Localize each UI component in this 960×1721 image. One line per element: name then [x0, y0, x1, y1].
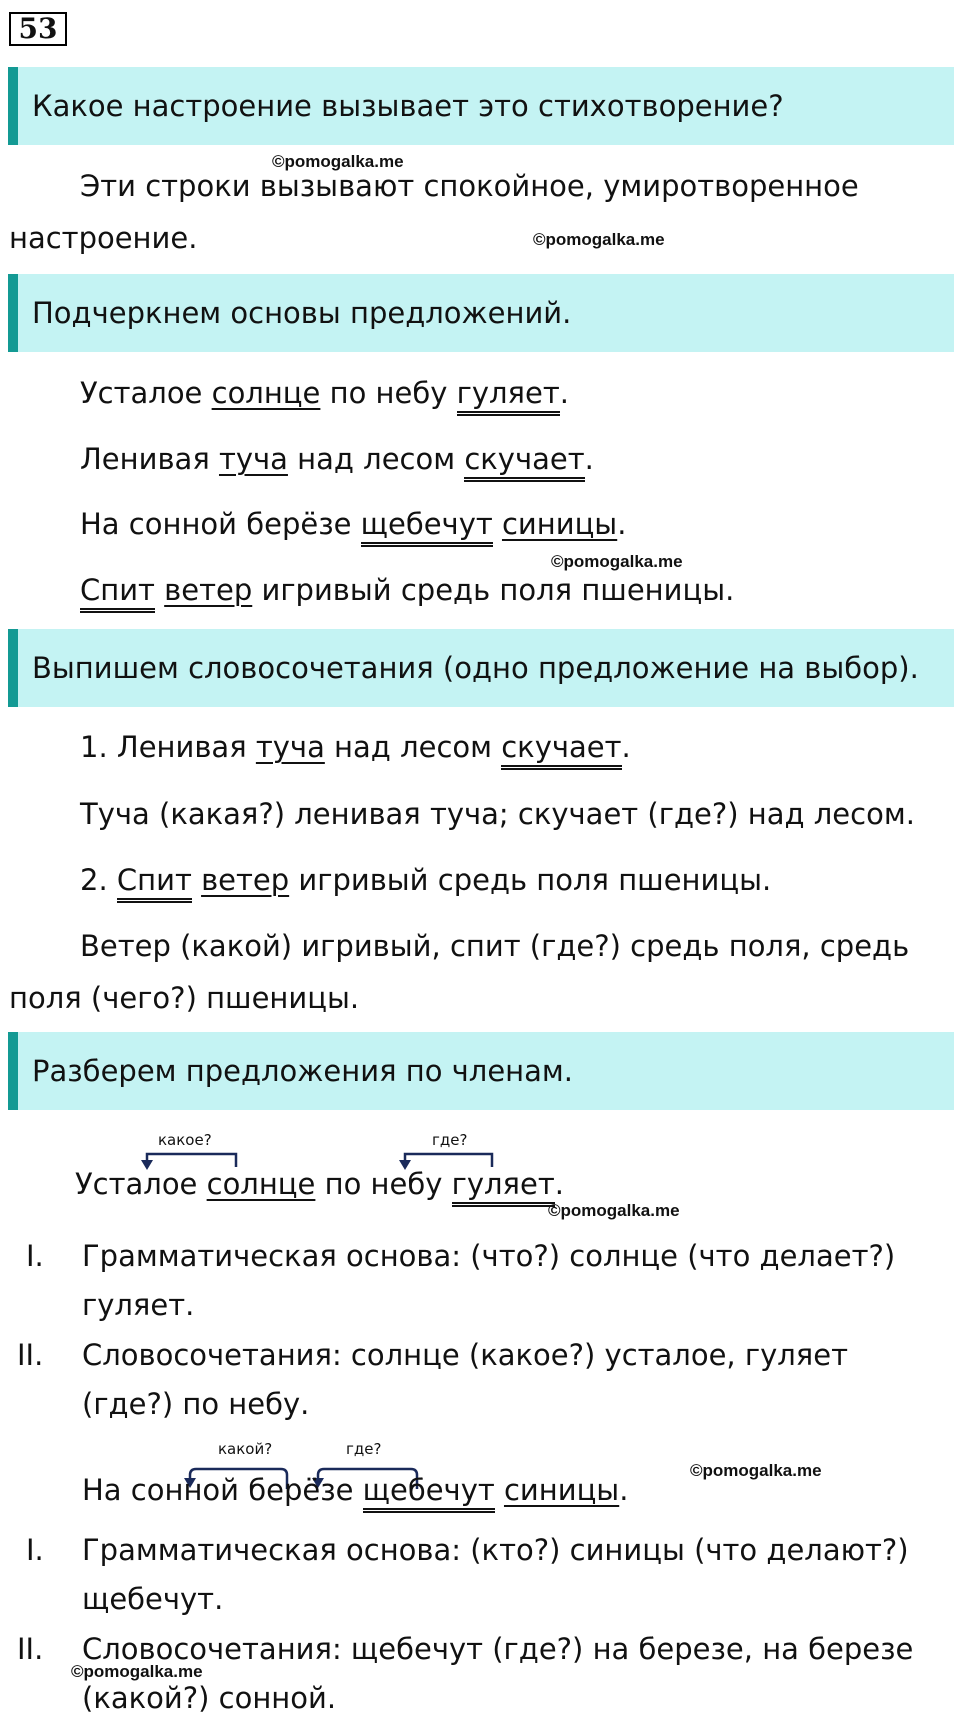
question-label: какой? — [218, 1440, 273, 1458]
text: над лесом — [287, 442, 465, 476]
question-label: где? — [346, 1440, 382, 1458]
subject: туча — [218, 442, 288, 476]
parse-line: гуляет. — [82, 1288, 195, 1322]
watermark: ©pomogalka.me — [533, 230, 665, 249]
question-label: какое? — [158, 1131, 212, 1149]
text: . — [584, 442, 594, 476]
text: над лесом — [324, 730, 502, 764]
predicate: Спит — [117, 863, 192, 903]
text: 2. — [80, 863, 117, 897]
section-heading-phrases: Выпишем словосочетания (одно предложение на выбор). — [8, 629, 954, 707]
text: . — [559, 376, 569, 410]
roman-numeral: I. — [26, 1239, 44, 1273]
predicate: Спит — [80, 573, 155, 613]
parse-line: Словосочетания: солнце (какое?) усталое, гуляет — [82, 1338, 848, 1372]
subject: туча — [255, 730, 325, 764]
watermark: ©pomogalka.me — [551, 552, 683, 571]
subject: ветер — [164, 573, 253, 607]
answer-line: Эти строки вызывают спокойное, умиротворенное — [80, 169, 859, 203]
text: 1. Ленивая — [80, 730, 256, 764]
subject: синицы — [501, 507, 618, 541]
section-heading-parsing: Разберем предложения по членам. — [8, 1032, 954, 1110]
subject: синицы — [503, 1473, 620, 1507]
text: Ленивая — [80, 442, 219, 476]
subject: ветер — [201, 863, 290, 897]
sentence — [75, 1166, 564, 1202]
exercise-number: 53 — [9, 12, 67, 46]
text: Усталое — [75, 1167, 207, 1201]
parse-line: (где?) по небу. — [82, 1387, 310, 1421]
roman-numeral: I. — [26, 1533, 44, 1567]
text: . — [617, 507, 627, 541]
parse-line: (какой?) сонной. — [82, 1681, 337, 1715]
answer-line: Ветер (какой) игривый, спит (где?) средь поля, средь — [80, 929, 910, 963]
parse-line: Грамматическая основа: (кто?) синицы (что делают?) — [82, 1533, 909, 1567]
watermark: ©pomogalka.me — [548, 1201, 680, 1220]
predicate: скучает — [464, 442, 584, 482]
text: На сонной берёзе — [82, 1473, 363, 1507]
answer-line: настроение. — [9, 221, 198, 255]
watermark: ©pomogalka.me — [690, 1461, 822, 1480]
parse-line: Словосочетания: щебечут (где?) на березе, на березе — [82, 1632, 914, 1666]
roman-numeral: II. — [17, 1632, 44, 1666]
predicate: щебечут — [361, 507, 493, 547]
sentence — [82, 1472, 628, 1508]
watermark: ©pomogalka.me — [272, 152, 404, 171]
section-heading-bases: Подчеркнем основы предложений. — [8, 274, 954, 352]
text: игривый средь поля пшеницы. — [252, 573, 735, 607]
text — [495, 1473, 504, 1507]
predicate: скучает — [501, 730, 621, 770]
text: . — [554, 1167, 564, 1201]
parse-line: Грамматическая основа: (что?) солнце (что делает?) — [82, 1239, 896, 1273]
predicate: гуляет — [457, 376, 560, 416]
text: Усталое — [80, 376, 212, 410]
text: игривый средь поля пшеницы. — [289, 863, 772, 897]
text: . — [619, 1473, 629, 1507]
watermark: ©pomogalka.me — [71, 1662, 203, 1681]
text: На сонной берёзе — [80, 507, 361, 541]
section-heading-mood: Какое настроение вызывает это стихотворение? — [8, 67, 954, 145]
answer-line: Туча (какая?) ленивая туча; скучает (где?) над лесом. — [80, 797, 915, 831]
subject: солнце — [211, 376, 321, 410]
subject: солнце — [206, 1167, 316, 1201]
roman-numeral: II. — [17, 1338, 44, 1372]
text: по небу — [315, 1167, 452, 1201]
question-label: где? — [432, 1131, 468, 1149]
answer-line: поля (чего?) пшеницы. — [9, 981, 360, 1015]
text: по небу — [320, 376, 457, 410]
predicate: гуляет — [452, 1167, 555, 1207]
predicate: щебечут — [363, 1473, 495, 1513]
parse-line: щебечут. — [82, 1582, 224, 1616]
text: . — [621, 730, 631, 764]
